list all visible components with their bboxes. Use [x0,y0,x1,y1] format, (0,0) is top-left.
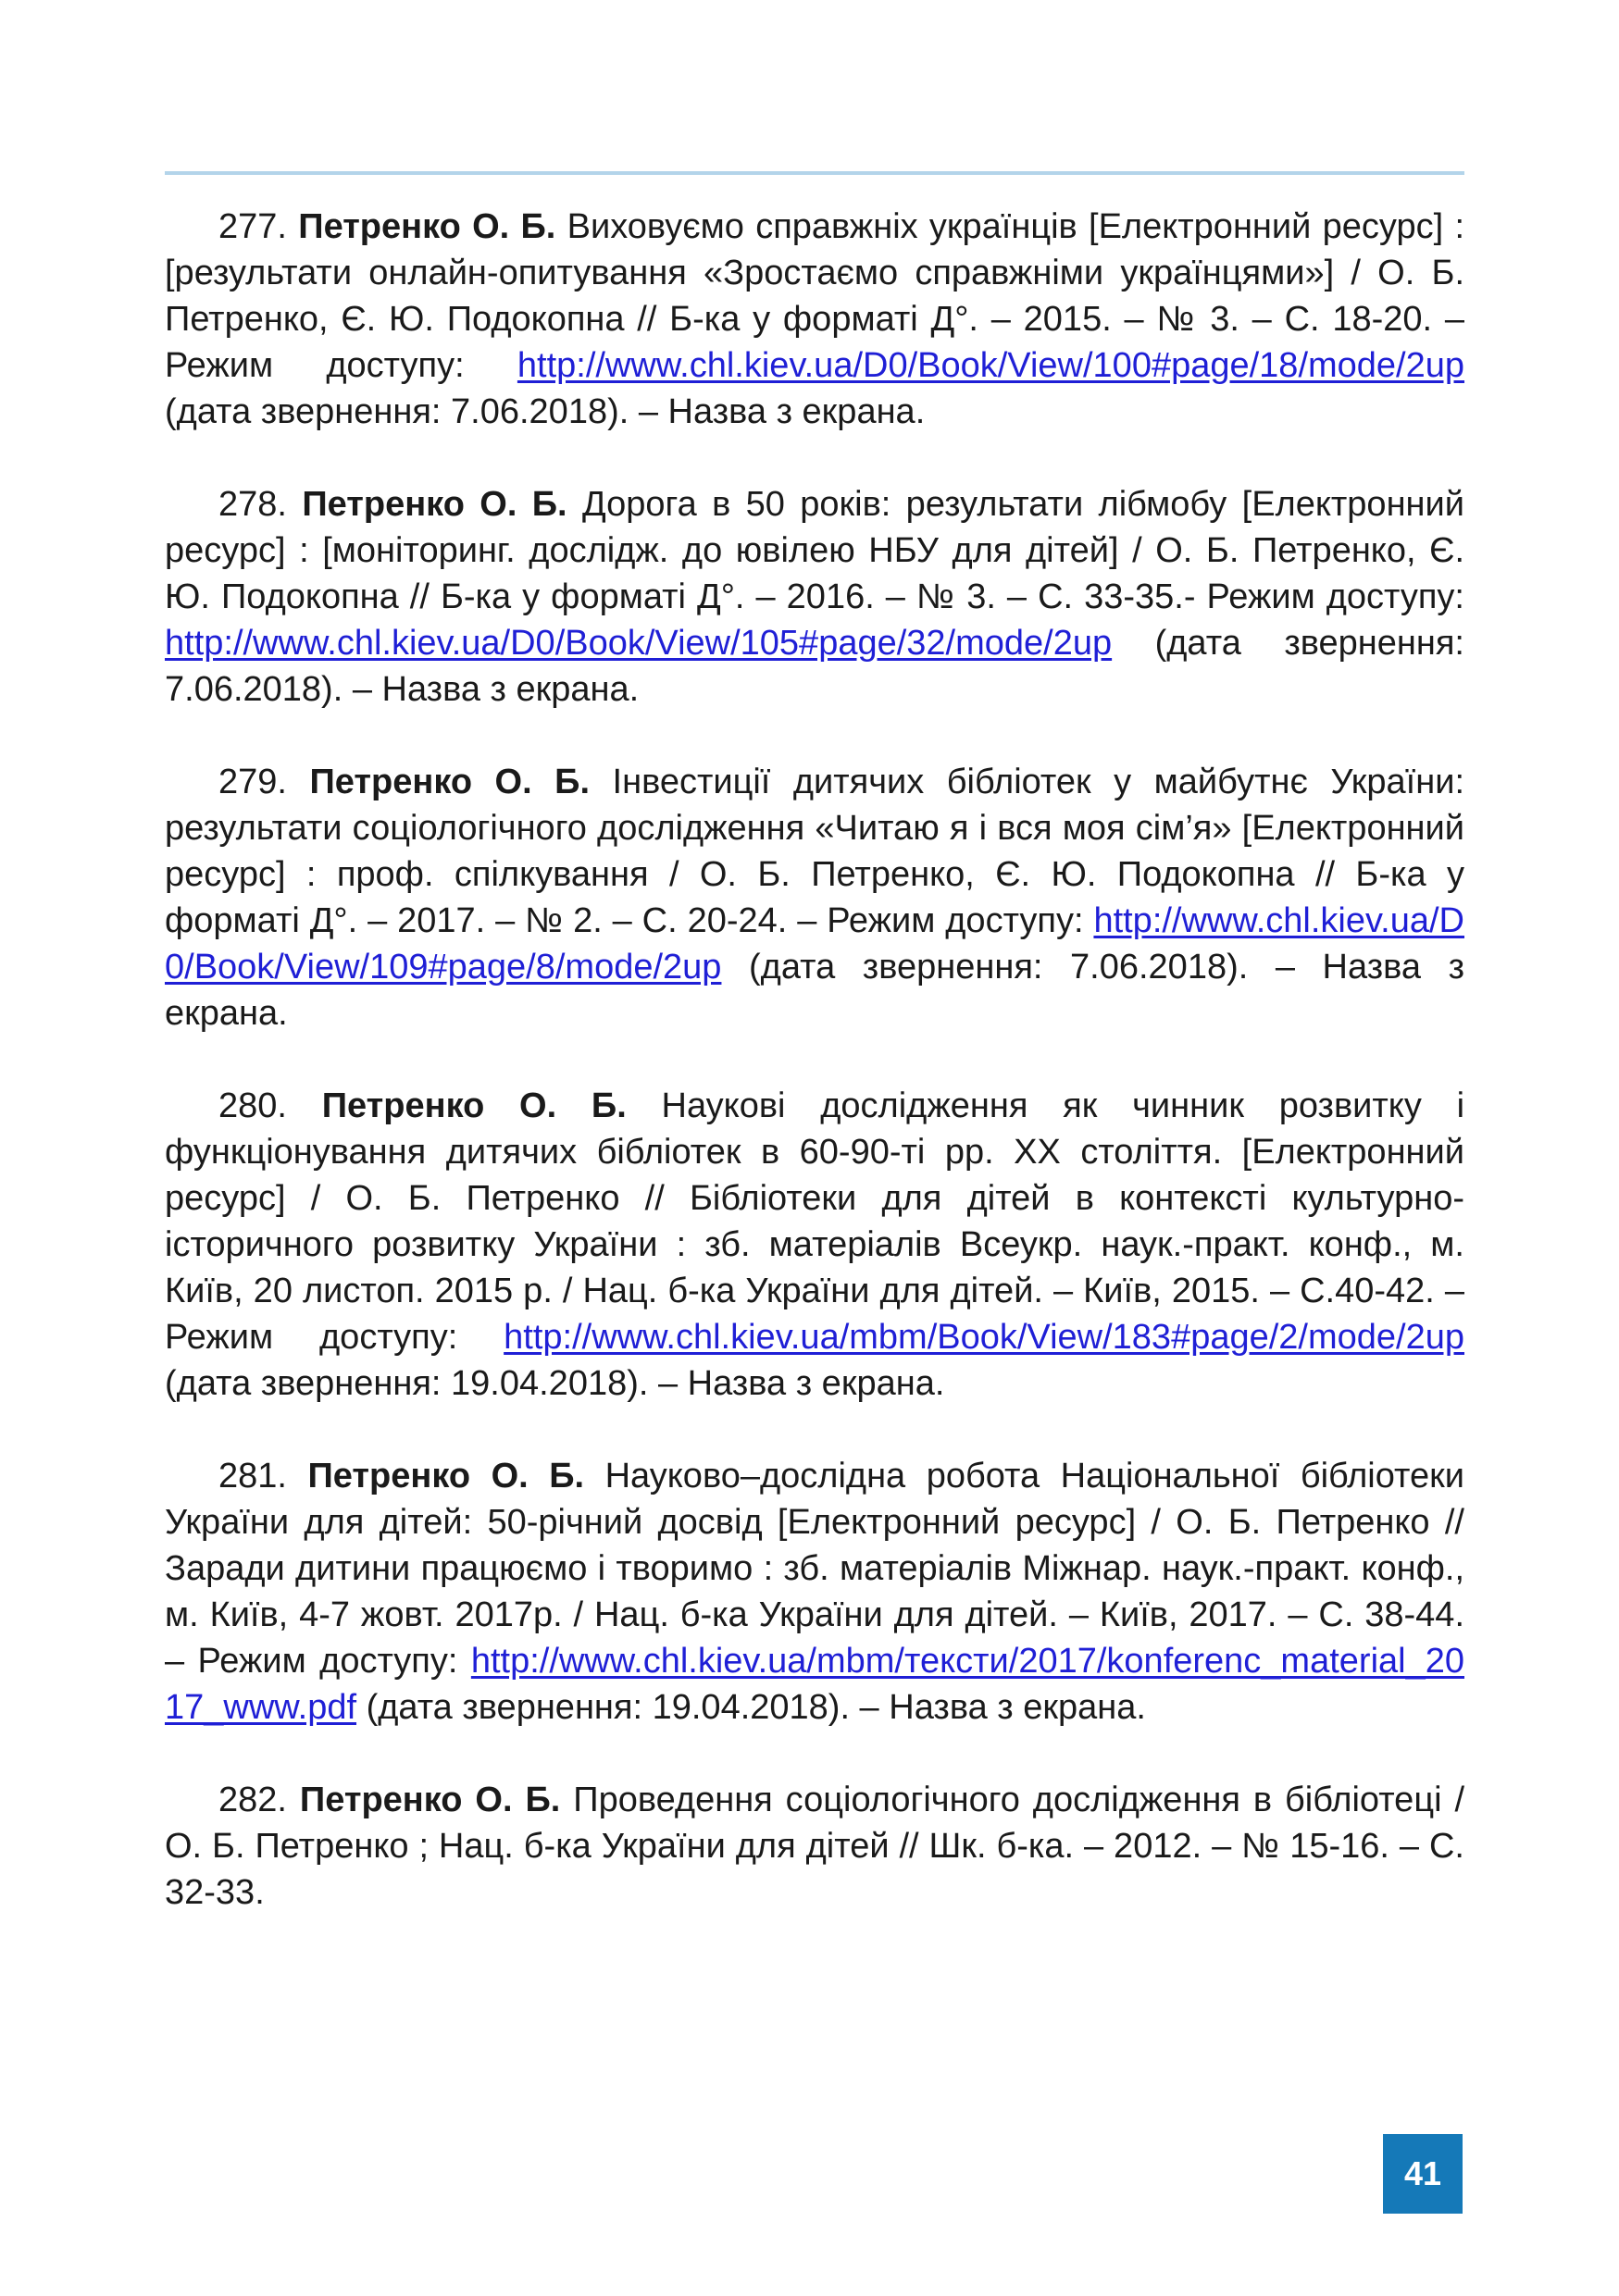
entry-text: Виховуємо справжніх українців [Електронний ресурс] : [результати онлайн-опитування «Зростаємо справжніми українцями»] / О. Б. Петренко, Є. Ю. Подокопна // Б-ка у форматі Д°. – 2015. – № 3. – С. 18-20. – Режим доступу: [165,207,1464,385]
entry-access-date: (дата звернення: 7.06.2018). – Назва з екрана. [165,624,1464,709]
entry-number: 281. [218,1457,287,1496]
bibliography-entry-281 [165,1453,1464,1731]
bibliography-entry-280 [165,1083,1464,1407]
entry-text: Дорога в 50 років: результати лібмобу [Електронний ресурс] : [моніторинг. дослідж. до ювілею НБУ для дітей] / О. Б. Петренко, Є. Ю. Подокопна // Б-ка у форматі Д°. – 2016. – № 3. – С. 33-35.- Режим доступу: [165,485,1464,616]
entry-number: 277. [218,207,287,246]
entry-link[interactable]: http://www.chl.kiev.ua/mbm/тексти/2017/konferenc_material_2017_www.pdf [165,1642,1464,1727]
bibliography-entry-277 [165,204,1464,435]
page-number-badge: 41 [1383,2134,1463,2214]
bibliography-entry-282 [165,1777,1464,1916]
entry-author: Петренко О. Б. [302,485,567,524]
entry-access-date: (дата звернення: 7.06.2018). – Назва з екрана. [165,948,1464,1033]
bibliography-entry-279 [165,759,1464,1036]
entry-author: Петренко О. Б. [299,1781,561,1819]
entry-access-date: (дата звернення: 19.04.2018). – Назва з екрана. [366,1688,1146,1727]
entry-text: Науково–дослідна робота Національної бібліотеки України для дітей: 50-річний досвід [Електронний ресурс] / О. Б. Петренко // Заради дитини працюємо і творимо : зб. матеріалів Міжнар. наук.-практ. конф., м. Київ, 4-7 жовт. 2017р. / Нац. б-ка України для дітей. – Київ, 2017. – С. 38-44. – Режим доступу: [165,1457,1464,1681]
bibliography-list [165,204,1464,1962]
entry-access-date: (дата звернення: 7.06.2018). – Назва з екрана. [165,392,926,431]
entry-author: Петренко О. Б. [321,1086,627,1125]
entry-number: 282. [218,1781,287,1819]
entry-author: Петренко О. Б. [309,763,591,801]
entry-number: 278. [218,485,287,524]
bibliography-entry-278 [165,481,1464,713]
top-divider [165,171,1464,175]
entry-number: 280. [218,1086,287,1125]
entry-text: Інвестиції дитячих бібліотек у майбутнє України: результати соціологічного дослідження «Читаю я і вся моя сім’я» [Електронний ресурс] : проф. спілкування / О. Б. Петренко, Є. Ю. Подокопна // Б-ка у форматі Д°. – 2017. – № 2. – С. 20-24. – Режим доступу: [165,763,1464,940]
entry-access-date: (дата звернення: 19.04.2018). – Назва з екрана. [165,1364,945,1403]
entry-number: 279. [218,763,287,801]
entry-link[interactable]: http://www.chl.kiev.ua/D0/Book/View/109#page/8/mode/2up [165,901,1464,987]
entry-text: Проведення соціологічного дослідження в бібліотеці / О. Б. Петренко ; Нац. б-ка України для дітей // Шк. б-ка. – 2012. – № 15-16. – С. 32-33. [165,1781,1465,1912]
entry-link[interactable]: http://www.chl.kiev.ua/D0/Book/View/105#page/32/mode/2up [165,624,1113,663]
entry-author: Петренко О. Б. [307,1457,585,1496]
entry-text: Наукові дослідження як чинник розвитку і функціонування дитячих бібліотек в 60-90-ті рр. XX століття. [Електронний ресурс] / О. Б. Петренко // Бібліотеки для дітей в контексті культурно-історичного розвитку України : зб. матеріалів Всеукр. наук.-практ. конф., м. Київ, 20 листоп. 2015 р. / Нац. б-ка України для дітей. – Київ, 2015. – С.40-42. – Режим доступу: [165,1086,1465,1357]
entry-link[interactable]: http://www.chl.kiev.ua/D0/Book/View/100#page/18/mode/2up [517,346,1465,385]
entry-author: Петренко О. Б. [298,207,556,246]
entry-link[interactable]: http://www.chl.kiev.ua/mbm/Book/View/183#page/2/mode/2up [504,1318,1464,1357]
